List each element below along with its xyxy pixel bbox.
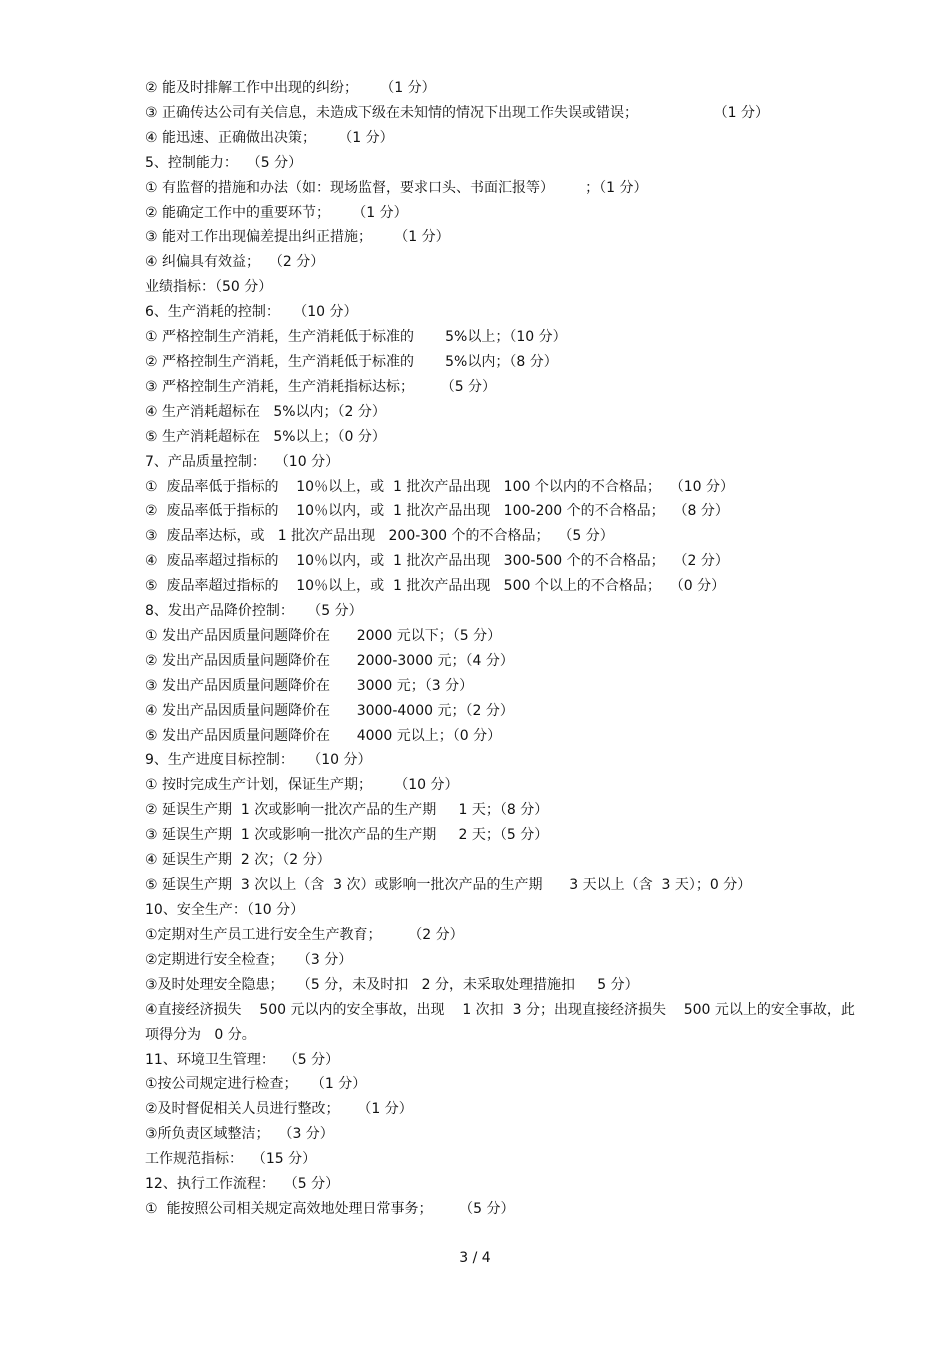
category-heading: 工作规范指标： （15 分） [145,1151,317,1168]
section-heading: 12、执行工作流程： （5 分） [145,1176,340,1193]
text-line: ⑤ 发出产品因质量问题降价在 4000 元以上；（0 分） [145,727,502,744]
text-line: ③ 废品率达标，或 1 批次产品出现 200-300 个的不合格品； （5 分） [145,528,614,545]
text-line: ① 能按照公司相关规定高效地处理日常事务； （5 分） [145,1200,515,1217]
section-heading: 11、环境卫生管理： （5 分） [145,1051,340,1068]
text-line: ③及时处理安全隐患； （5 分，未及时扣 2 分，未采取处理措施扣 5 分） [145,976,639,993]
page-number: 3 / 4 [459,1250,491,1266]
text-line: ② 发出产品因质量问题降价在 2000-3000 元；（4 分） [145,652,514,669]
text-line: ① 严格控制生产消耗，生产消耗低于标准的 5%以上；（10 分） [145,329,567,346]
section-heading: 8、发出产品降价控制： （5 分） [145,603,363,620]
text-line: ③ 正确传达公司有关信息，未造成下级在未知情的情况下出现工作失误或错误； （1 分） [145,104,770,121]
text-line: ② 延误生产期 1 次或影响一批次产品的生产期 1 天；（8 分） [145,802,549,819]
text-line: ③ 能对工作出现偏差提出纠正措施； （1 分） [145,229,450,246]
section-heading: 5、控制能力： （5 分） [145,154,303,171]
text-line: ① 按时完成生产计划，保证生产期； （10 分） [145,777,459,794]
text-line: ⑤ 生产消耗超标在 5%以上；（0 分） [145,428,386,445]
text-line: ③ 延误生产期 1 次或影响一批次产品的生产期 2 天；（5 分） [145,827,549,844]
text-line: ① 发出产品因质量问题降价在 2000 元以下；（5 分） [145,627,502,644]
text-line: ①定期对生产员工进行安全生产教育； （2 分） [145,926,464,943]
section-heading: 6、生产消耗的控制： （10 分） [145,304,358,321]
text-line: ④ 纠偏具有效益； （2 分） [145,254,325,271]
text-line: ②定期进行安全检查； （3 分） [145,951,353,968]
text-line: ① 有监督的措施和办法（如：现场监督，要求口头、书面汇报等） ；（1 分） [145,179,648,196]
text-line: ② 严格控制生产消耗，生产消耗低于标准的 5%以内；（8 分） [145,353,558,370]
section-heading: 7、产品质量控制： （10 分） [145,453,340,470]
text-paragraph: ④直接经济损失 500 元以内的安全事故，出现 1 次扣 3 分；出现直接经济损失 500 元以上的安全事故，此项得分为 0 分。 [145,1001,855,1043]
section-heading: 9、生产进度目标控制： （10 分） [145,752,372,769]
text-line: ④ 延误生产期 2 次；（2 分） [145,852,331,869]
text-line: ①按公司规定进行检查； （1 分） [145,1076,367,1093]
text-line: ④ 废品率超过指标的 10％以内，或 1 批次产品出现 300-500 个的不合格品； （2 分） [145,553,729,570]
document-body [145,76,865,1222]
text-line: ⑤ 废品率超过指标的 10％以上，或 1 批次产品出现 500 个以上的不合格品； （0 分） [145,578,726,595]
text-line: ③所负责区域整洁； （3 分） [145,1126,334,1143]
text-line: ② 能确定工作中的重要环节； （1 分） [145,204,408,221]
text-line: ③ 严格控制生产消耗，生产消耗指标达标； （5 分） [145,378,497,395]
text-line: ② 废品率低于指标的 10％以内，或 1 批次产品出现 100-200 个的不合格品； （8 分） [145,503,729,520]
text-line: ⑤ 延误生产期 3 次以上（含 3 次）或影响一批次产品的生产期 3 天以上（含 3 天）；0 分） [145,877,752,893]
text-line: ④ 生产消耗超标在 5%以内；（2 分） [145,403,386,420]
text-line: ②及时督促相关人员进行整改； （1 分） [145,1101,413,1118]
category-heading: 业绩指标：（50 分） [145,279,273,296]
text-line: ② 能及时排解工作中出现的纠纷； （1 分） [145,80,436,96]
section-heading: 10、安全生产：（10 分） [145,901,305,918]
text-line: ③ 发出产品因质量问题降价在 3000 元；（3 分） [145,677,474,694]
text-line: ④ 能迅速、正确做出决策； （1 分） [145,129,394,146]
text-line: ① 废品率低于指标的 10％以上，或 1 批次产品出现 100 个以内的不合格品； （10 分） [145,478,735,495]
text-line: ④ 发出产品因质量问题降价在 3000-4000 元；（2 分） [145,702,514,719]
